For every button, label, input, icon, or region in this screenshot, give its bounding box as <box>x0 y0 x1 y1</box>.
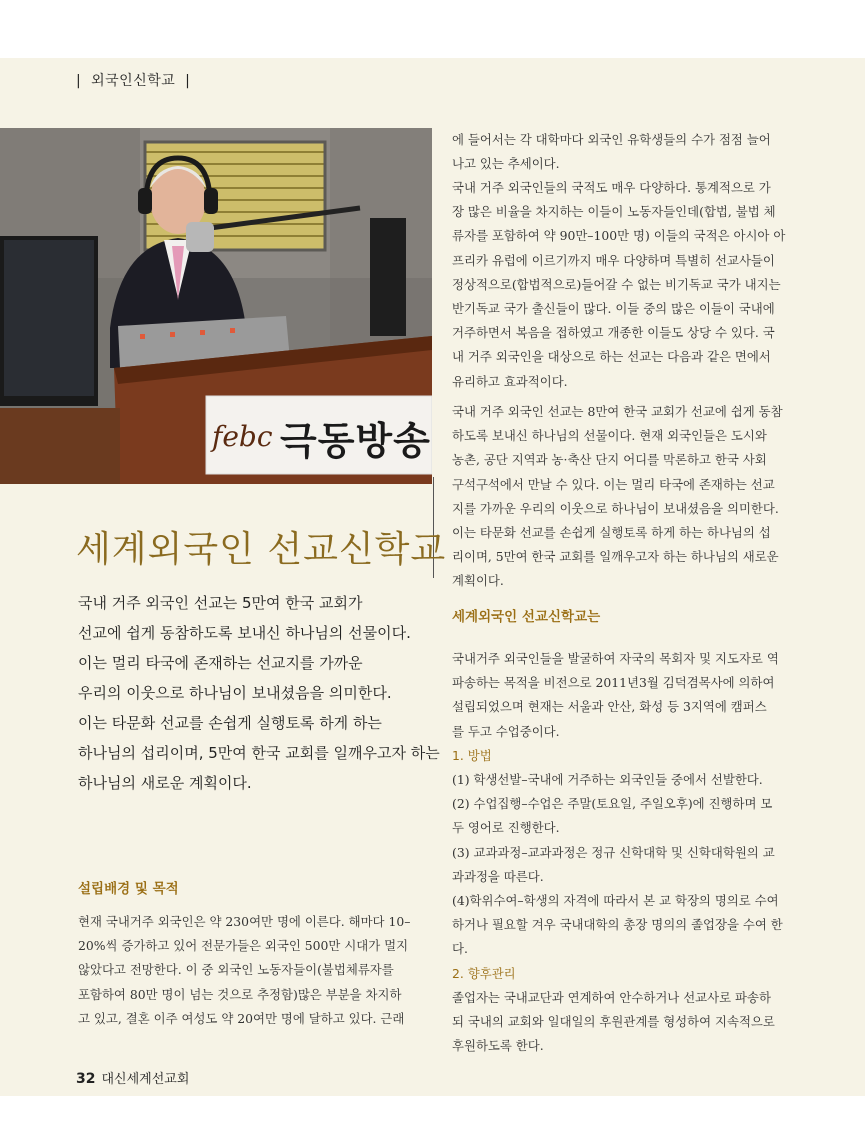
list-heading-method: 1. 방법 <box>452 747 492 763</box>
text-line: 국내거주 외국인들을 발굴하여 자국의 목회자 및 지도자로 역 <box>452 651 779 666</box>
lead-line: 이는 멀리 타국에 존재하는 선교지를 가까운 <box>78 654 363 672</box>
text-line: 국내 거주 외국인들의 국적도 매우 다양하다. 통계적으로 가 <box>452 180 771 195</box>
text-line: 정상적으로(합법적으로)들어갈 수 없는 비기독교 국가 내지는 <box>452 276 781 292</box>
lead-line: 국내 거주 외국인 선교는 5만여 한국 교회가 <box>78 594 363 612</box>
lead-line: 선교에 쉽게 동참하도록 보내신 하나님의 선물이다. <box>78 624 411 642</box>
lead-paragraph <box>78 588 440 798</box>
page-footer <box>76 1068 189 1087</box>
right-para-4 <box>452 647 797 1058</box>
text-line: 거주하면서 복음을 접하였고 개종한 이들도 상당 수 있다. 국 <box>452 325 775 341</box>
text-line: 포함하여 80만 명이 넘는 것으로 추정함)많은 부분을 차지하 <box>78 986 402 1002</box>
section-heading-school: 세계외국인 선교신학교는 <box>452 609 601 625</box>
text-line: 파송하는 목적을 비전으로 2011년3월 김덕겸목사에 의하여 <box>452 675 775 691</box>
list-item: (2) 수업집행–수업은 주말(토요일, 주일오후)에 진행하며 모 <box>452 796 773 812</box>
right-para-2 <box>452 176 797 394</box>
section-heading-background: 설립배경 및 목적 <box>78 881 179 897</box>
list-item: 후원하도록 한다. <box>452 1038 544 1054</box>
list-item: (4)학위수여–학생의 자격에 따라서 본 교 학장의 명의로 수여 <box>452 893 779 909</box>
text-line: 반기독교 국가 출신들이 많다. 이들 중의 많은 이들이 국내에 <box>452 301 775 317</box>
right-para-1 <box>452 128 797 176</box>
text-line: 20%씩 증가하고 있어 전문가들은 외국인 500만 시대가 멀지 <box>78 938 409 954</box>
list-item: 다. <box>452 941 468 957</box>
text-line: 유리하고 효과적이다. <box>452 373 568 389</box>
text-line: 구석구석에서 만날 수 있다. 이는 멀리 타국에 존재하는 선교 <box>452 476 775 492</box>
text-line: 국내 거주 외국인 선교는 8만여 한국 교회가 선교에 쉽게 동참 <box>452 404 783 419</box>
list-item: 과과정을 따른다. <box>452 868 544 884</box>
station-sign: 극동방송 <box>280 419 431 463</box>
lead-line: 우리의 이웃으로 하나님이 보내셨음을 의미한다. <box>78 684 392 702</box>
list-item: 되 국내의 교회와 일대일의 후원관계를 형성하여 지속적으로 <box>452 1014 775 1030</box>
studio-photo <box>0 128 432 484</box>
section-header: | 외국인신학교 | <box>76 73 191 89</box>
text-line: 않았다고 전망한다. 이 중 외국인 노동자들이(불법체류자를 <box>78 962 394 978</box>
text-line: 설립되었으며 현재는 서울과 안산, 화성 등 3지역에 캠퍼스 <box>452 699 767 715</box>
lead-line: 이는 타문화 선교를 손쉽게 실행토록 하게 하는 <box>78 714 382 732</box>
febc-logo: febc <box>212 420 273 453</box>
lead-line: 하나님의 섭리이며, 5만여 한국 교회를 일깨우고자 하는 <box>78 744 440 762</box>
text-line: 이는 타문화 선교를 손쉽게 실행토록 하게 하는 하나님의 섭 <box>452 525 771 541</box>
text-line: 에 들어서는 각 대학마다 외국인 유학생들의 수가 점점 늘어 <box>452 132 771 147</box>
publication-name: 대신세계선교회 <box>101 1072 190 1087</box>
list-heading-management: 2. 향후관리 <box>452 965 516 981</box>
text-line: 나고 있는 추세이다. <box>452 156 560 172</box>
text-line: 내 거주 외국인을 대상으로 하는 선교는 다음과 같은 면에서 <box>452 349 771 365</box>
text-line: 계획이다. <box>452 573 504 589</box>
text-line: 류자를 포함하여 약 90만–100만 명) 이들의 국적은 아시아 아 <box>452 228 786 244</box>
page-number: 32 <box>76 1071 96 1087</box>
list-item: (1) 학생선발–국내에 거주하는 외국인들 중에서 선발한다. <box>452 772 763 788</box>
text-line: 하도록 보내신 하나님의 선물이다. 현재 외국인들은 도시와 <box>452 428 767 444</box>
text-line: 프리카 유럽에 이르기까지 매우 다양하며 특별히 선교사들이 <box>452 252 775 268</box>
text-line: 지를 가까운 우리의 이웃으로 하나님이 보내셨음을 의미한다. <box>452 500 779 516</box>
right-para-3 <box>452 400 797 594</box>
background-paragraph <box>78 910 423 1031</box>
list-item: 하거나 필요할 겨우 국내대학의 총장 명의의 졸업장을 수여 한 <box>452 917 783 933</box>
list-item: 졸업자는 국내교단과 연계하여 안수하거나 선교사로 파송하 <box>452 989 771 1005</box>
lead-line: 하나님의 새로운 계획이다. <box>78 774 252 792</box>
text-line: 농촌, 공단 지역과 농·축산 단지 어디를 막론하고 한국 사회 <box>452 452 767 468</box>
text-line: 장 많은 비율을 차지하는 이들이 노동자들인데(합법, 불법 체 <box>452 204 776 220</box>
list-item: 두 영어로 진행한다. <box>452 820 560 836</box>
text-line: 를 두고 수업중이다. <box>452 723 560 739</box>
text-line: 리이며, 5만여 한국 교회를 일깨우고자 하는 하나님의 새로운 <box>452 549 779 565</box>
article-title: 세계외국인 선교신학교 <box>76 529 447 570</box>
list-item: (3) 교과과정–교과과정은 정규 신학대학 및 신학대학원의 교 <box>452 844 775 860</box>
text-line: 고 있고, 결혼 이주 여성도 약 20여만 명에 달하고 있다. 근래 <box>78 1010 405 1026</box>
text-line: 현재 국내거주 외국인은 약 230여만 명에 이른다. 해마다 10– <box>78 914 411 929</box>
